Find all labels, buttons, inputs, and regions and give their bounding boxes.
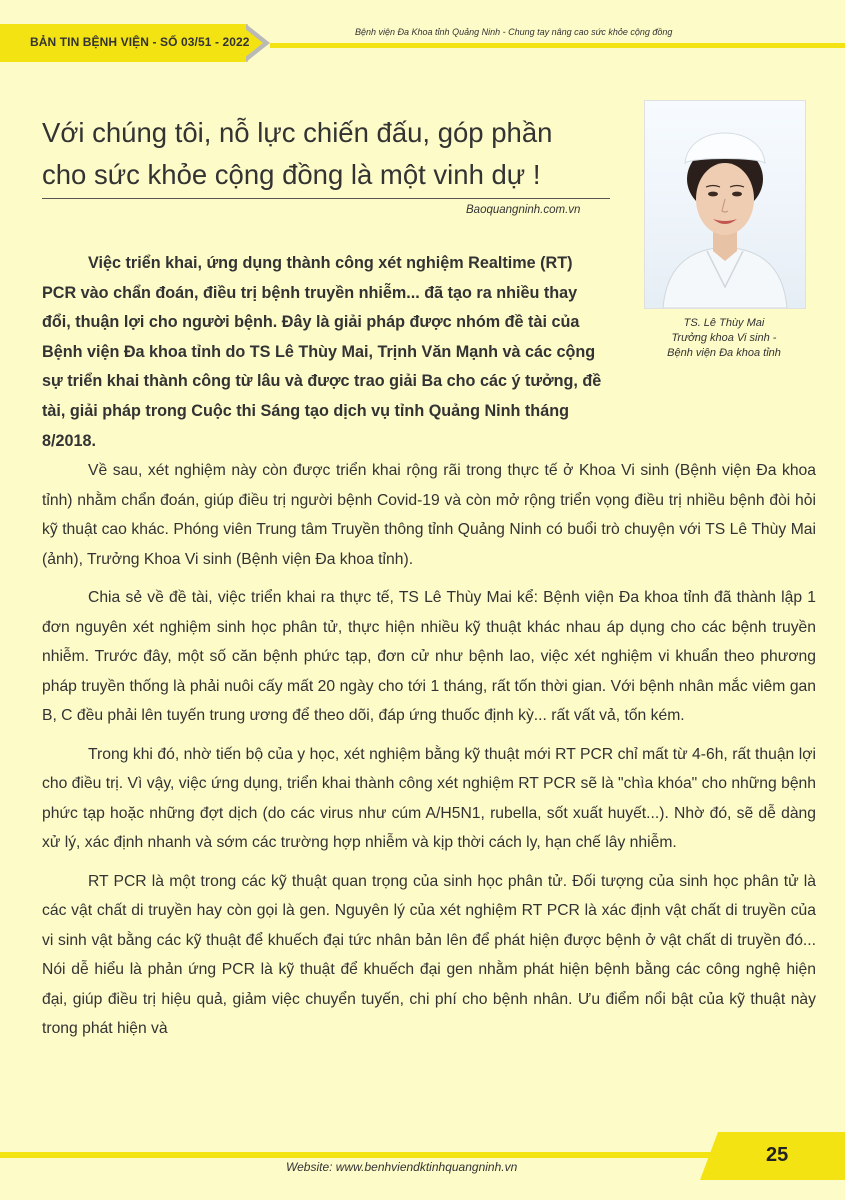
body-paragraph-4: RT PCR là một trong các kỹ thuật quan trọng của sinh học phân tử. Đối tượng của sinh học phân tử là các vật chất di truyền hay còn gọi là gen. Nguyên lý của xét nghiệm RT PCR là xác định vật chất di truyền của vi sinh vật bằng các kỹ thuật để khuếch đại tức nhân bản lên để phát hiện được bệnh ở vật chất di truyền đó... Nói dễ hiểu là phản ứng PCR là kỹ thuật để khuếch đại gen nhằm phát hiện bệnh bằng các công nghệ hiện đại, giúp điều trị hiệu quả, giảm việc chuyển tuyến, chi phí cho bệnh nhân. Ưu điểm nổi bật của kỹ thuật này trong phát hiện và xyxy=(42,872,816,1038)
title-line-2: cho sức khỏe cộng đồng là một vinh dự ! xyxy=(42,159,541,190)
photo-space xyxy=(606,249,816,399)
article-source: Baoquangninh.com.vn xyxy=(466,204,581,216)
body-paragraph-3: Trong khi đó, nhờ tiến bộ của y học, xét nghiệm bằng kỹ thuật mới RT PCR chỉ mất từ 4-6h, rất thuận lợi cho điều trị. Vì vậy, việc ứng dụng, triển khai thành công xét nghiệm RT PCR sẽ là "chìa khóa" cho những bệnh phức tạp hoặc những đợt dịch (do các virus như cúm A/H5N1, rubella, sốt xuất huyết...). Nhờ đó, sẽ dễ dàng xử lý, xác định nhanh và sớm các trường hợp nhiễm và kịp thời cách ly, hạn chế lây nhiễm. xyxy=(42,745,816,852)
title-line-1: Với chúng tôi, nỗ lực chiến đấu, góp phần xyxy=(42,117,553,148)
body-paragraph-1: Về sau, xét nghiệm này còn được triển khai rộng rãi trong thực tế ở Khoa Vi sinh (Bệnh viện Đa khoa tỉnh) nhằm chẩn đoán, giúp điều trị người bệnh Covid-19 và còn mở rộng triển vọng điều trị nhiều bệnh đòi hỏi kỹ thuật cao khác. Phóng viên Trung tâm Truyền thông tỉnh Quảng Ninh có buổi trò chuyện với TS Lê Thùy Mai (ảnh), Trưởng Khoa Vi sinh (Bệnh viện Đa khoa tỉnh). xyxy=(42,462,816,568)
caption-organization: Bệnh viện Đa khoa tỉnh xyxy=(667,347,781,359)
footer-website: Website: www.benhviendktinhquangninh.vn xyxy=(286,1160,518,1174)
header-slogan: Bệnh viện Đa Khoa tỉnh Quảng Ninh - Chung tay nâng cao sức khỏe cộng đồng xyxy=(355,27,673,37)
caption-title: Trưởng khoa Vi sinh - xyxy=(671,332,777,344)
caption-name: TS. Lê Thùy Mai xyxy=(683,317,765,329)
page-number: 25 xyxy=(766,1144,789,1166)
lead-text: Việc triển khai, ứng dụng thành công xét nghiệm Realtime (RT) PCR vào chẩn đoán, điều trị bệnh truyền nhiễm... đã tạo ra nhiều thay đổi, thuận lợi cho người bệnh. Đây là giải pháp được nhóm đề tài của Bệnh viện Đa khoa tỉnh do TS Lê Thùy Mai, Trịnh Văn Mạnh và các cộng sự triển khai thành công từ lâu và được trao giải Ba cho các ý tưởng, đề tài, giải pháp trong Cuộc thi Sáng tạo dịch vụ tỉnh Quảng Ninh tháng 8/2018. xyxy=(42,254,602,450)
issue-label: BẢN TIN BỆNH VIỆN - SỐ 03/51 - 2022 xyxy=(30,35,250,49)
article-body xyxy=(42,456,816,1053)
title-divider xyxy=(42,198,610,199)
body-paragraph-2: Chia sẻ về đề tài, việc triển khai ra thực tế, TS Lê Thùy Mai kể: Bệnh viện Đa khoa tỉnh đã thành lập 1 đơn nguyên xét nghiệm sinh học phân tử, thực hiện nhiều kỹ thuật khác nhau áp dụng cho các bệnh truyền nhiễm. Trước đây, một số căn bệnh phức tạp, đơn cử như bệnh lao, việc xét nghiệm vi khuẩn theo phương pháp truyền thống là phải nuôi cấy mất 20 ngày cho tới 1 tháng, rất tốn thời gian. Với bệnh nhân mắc viêm gan B, C đều phải lên tuyến trung ương để theo dõi, đáp ứng thuốc định kỳ... rất vất vả, tốn kém. xyxy=(42,588,816,725)
header-rule xyxy=(270,43,845,48)
article-title xyxy=(42,112,642,196)
lead-paragraph xyxy=(42,249,816,456)
